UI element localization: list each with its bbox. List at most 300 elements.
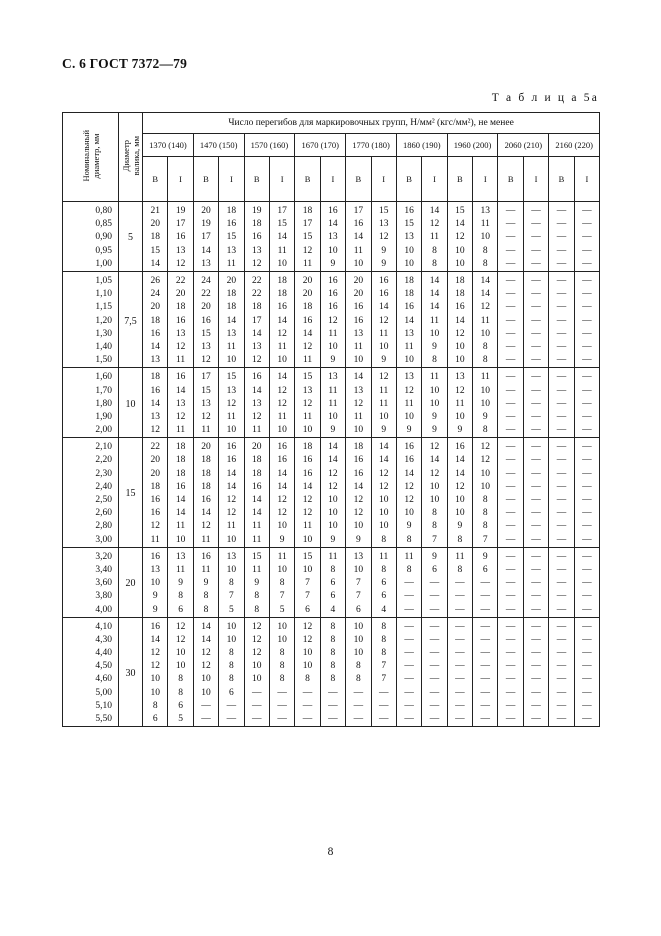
bend-count-cell: 16 [244, 231, 269, 244]
bend-count-cell: 8 [143, 700, 168, 713]
bend-count-cell: 8 [447, 564, 472, 577]
bend-count-cell: 12 [193, 354, 218, 368]
bend-count-cell: 16 [168, 481, 193, 494]
bend-count-cell: 13 [346, 547, 371, 564]
bend-count-cell: 13 [219, 547, 244, 564]
bend-count-cell: — [473, 590, 498, 603]
bend-count-cell: 10 [447, 245, 472, 258]
bend-count-cell: — [574, 713, 600, 727]
bend-count-cell: — [447, 590, 472, 603]
bend-count-cell: 18 [244, 218, 269, 231]
bend-count-cell: — [523, 617, 548, 634]
bend-count-cell: — [523, 507, 548, 520]
bend-count-cell: — [549, 700, 574, 713]
bend-count-cell: 8 [346, 660, 371, 673]
bend-count-cell: — [498, 687, 523, 700]
bend-count-cell: 14 [320, 454, 345, 467]
nominal-diameter-cell: 2,20 [63, 454, 119, 467]
bend-count-cell: 12 [219, 494, 244, 507]
bend-count-cell: 15 [269, 218, 294, 231]
bend-count-cell: 20 [295, 271, 320, 288]
bend-count-cell: 16 [320, 202, 345, 219]
bend-count-cell: 13 [396, 231, 421, 244]
bend-count-cell: — [422, 603, 447, 617]
table-row [63, 494, 600, 507]
bend-count-cell: 10 [168, 534, 193, 548]
bend-count-cell: 6 [371, 590, 396, 603]
bend-count-cell: 10 [193, 687, 218, 700]
bend-count-cell: — [574, 231, 600, 244]
bend-count-cell: 5 [219, 603, 244, 617]
bend-count-cell: — [523, 245, 548, 258]
bend-count-cell: 14 [269, 231, 294, 244]
bend-count-cell: 12 [371, 231, 396, 244]
bend-count-cell: — [523, 564, 548, 577]
bend-count-cell: 9 [346, 534, 371, 548]
bend-count-cell: 5 [168, 713, 193, 727]
bend-count-cell: — [447, 687, 472, 700]
bend-count-cell: — [422, 660, 447, 673]
bend-count-cell: 26 [143, 271, 168, 288]
bend-count-cell: 12 [295, 617, 320, 634]
bend-count-cell: 17 [269, 202, 294, 219]
bend-count-cell: 11 [143, 534, 168, 548]
bend-count-cell: 16 [320, 301, 345, 314]
bend-count-cell: 14 [346, 368, 371, 385]
bend-count-cell: 11 [269, 341, 294, 354]
bend-count-cell: 16 [269, 454, 294, 467]
bend-count-cell: 11 [473, 315, 498, 328]
bend-count-cell: — [447, 617, 472, 634]
bend-count-cell: — [574, 341, 600, 354]
bend-count-cell: 11 [396, 341, 421, 354]
bend-count-cell: 8 [320, 564, 345, 577]
bend-count-cell: — [523, 231, 548, 244]
table-row [63, 507, 600, 520]
bend-count-cell: 13 [219, 245, 244, 258]
bend-count-cell: — [574, 564, 600, 577]
bend-count-cell: 8 [244, 590, 269, 603]
bend-count-cell: 19 [193, 218, 218, 231]
bend-count-cell: 11 [244, 564, 269, 577]
table-body [63, 202, 600, 727]
bend-count-cell: 16 [143, 507, 168, 520]
bend-count-cell: — [244, 713, 269, 727]
nominal-diameter-cell: 2,10 [63, 438, 119, 455]
bend-count-cell: — [574, 590, 600, 603]
bend-count-cell: 11 [269, 547, 294, 564]
bend-count-cell: 11 [346, 411, 371, 424]
bend-count-cell: 8 [168, 590, 193, 603]
bend-count-cell: 20 [244, 438, 269, 455]
bend-count-cell: 20 [143, 454, 168, 467]
bend-count-cell: 14 [371, 454, 396, 467]
bend-count-cell: 8 [168, 673, 193, 686]
bend-count-cell: 11 [422, 231, 447, 244]
table-caption: Т а б л и ц а 5а [491, 92, 599, 104]
bend-count-cell: — [574, 687, 600, 700]
bend-count-cell: — [473, 673, 498, 686]
bend-count-cell: 18 [219, 288, 244, 301]
bend-count-cell: — [574, 411, 600, 424]
bend-count-cell: 12 [346, 507, 371, 520]
table-row [63, 271, 600, 288]
bend-count-cell: 11 [269, 245, 294, 258]
bend-count-cell: — [574, 634, 600, 647]
bend-count-cell: 10 [346, 647, 371, 660]
bend-count-cell: — [422, 634, 447, 647]
bend-count-cell: — [346, 687, 371, 700]
bend-count-cell: 8 [320, 673, 345, 686]
bend-count-cell: 11 [193, 534, 218, 548]
bend-count-cell: 12 [447, 328, 472, 341]
bend-count-cell: 14 [371, 438, 396, 455]
bend-count-cell: 14 [422, 301, 447, 314]
bend-count-cell: 10 [371, 341, 396, 354]
bend-count-cell: 12 [269, 494, 294, 507]
bend-count-cell: 18 [396, 288, 421, 301]
bend-count-cell: 9 [422, 424, 447, 438]
bend-count-cell: 12 [473, 438, 498, 455]
bend-count-cell: — [523, 577, 548, 590]
bend-count-cell: — [193, 713, 218, 727]
bend-count-cell: 15 [193, 328, 218, 341]
nominal-diameter-cell: 3,00 [63, 534, 119, 548]
bend-count-cell: — [269, 700, 294, 713]
page-header: С. 6 ГОСТ 7372—79 [62, 56, 188, 71]
bend-count-cell: 12 [219, 398, 244, 411]
bend-count-cell: 12 [269, 507, 294, 520]
bend-count-cell: 10 [168, 647, 193, 660]
bend-count-cell: 10 [269, 564, 294, 577]
bend-count-cell: — [320, 713, 345, 727]
bend-count-cell: 16 [371, 271, 396, 288]
bend-count-cell: 12 [396, 481, 421, 494]
bend-count-cell: 12 [269, 328, 294, 341]
bend-count-cell: — [549, 424, 574, 438]
bend-count-cell: — [574, 354, 600, 368]
bend-count-cell: 14 [422, 288, 447, 301]
bend-count-cell: 11 [320, 398, 345, 411]
bend-count-cell: — [295, 687, 320, 700]
bend-count-cell: — [549, 231, 574, 244]
bend-count-cell: 17 [193, 231, 218, 244]
bend-count-cell: 12 [447, 384, 472, 397]
bend-count-cell: 9 [396, 424, 421, 438]
bend-count-cell: 8 [269, 647, 294, 660]
bend-count-cell: — [523, 494, 548, 507]
bend-count-cell: — [523, 271, 548, 288]
bend-count-cell: 13 [193, 258, 218, 272]
bend-count-cell: 9 [371, 258, 396, 272]
bend-count-cell: — [219, 700, 244, 713]
table-row [63, 547, 600, 564]
table-row [63, 341, 600, 354]
bend-count-cell: — [574, 468, 600, 481]
bend-count-cell: 10 [346, 617, 371, 634]
sub-header: В [396, 157, 421, 202]
bend-count-cell: 12 [168, 341, 193, 354]
bend-count-cell: 9 [371, 354, 396, 368]
bend-count-cell: 11 [422, 315, 447, 328]
bend-count-cell: — [549, 245, 574, 258]
table-row [63, 411, 600, 424]
groups-title: Число перегибов для маркировочных групп, Н/мм² (кгс/мм²), не менее [143, 113, 600, 134]
group-header: 1860 (190) [396, 134, 447, 157]
bend-count-cell: 24 [143, 288, 168, 301]
bend-count-cell: — [422, 673, 447, 686]
bend-count-cell: — [498, 634, 523, 647]
bend-count-cell: 14 [193, 507, 218, 520]
nominal-diameter-cell: 1,70 [63, 384, 119, 397]
bend-count-cell: 18 [269, 288, 294, 301]
bend-count-cell: 8 [371, 564, 396, 577]
bend-count-cell: 13 [447, 368, 472, 385]
bend-count-cell: — [549, 354, 574, 368]
bend-count-cell: 12 [193, 411, 218, 424]
bend-count-cell: 13 [168, 547, 193, 564]
table-row [63, 398, 600, 411]
bend-count-cell: 12 [295, 341, 320, 354]
bend-count-cell: 11 [244, 424, 269, 438]
sub-header: В [549, 157, 574, 202]
bend-count-cell: 8 [447, 534, 472, 548]
bend-count-cell: 22 [244, 288, 269, 301]
bend-count-cell: — [320, 687, 345, 700]
table-row [63, 245, 600, 258]
bend-count-cell: 9 [168, 577, 193, 590]
bend-count-cell: 8 [473, 507, 498, 520]
bend-count-cell: — [244, 700, 269, 713]
bend-count-cell: — [549, 258, 574, 272]
bend-count-cell: — [498, 271, 523, 288]
bend-count-cell: 8 [422, 258, 447, 272]
bend-count-cell: — [549, 301, 574, 314]
nominal-diameter-cell: 4,10 [63, 617, 119, 634]
table-row [63, 288, 600, 301]
bend-count-cell: 15 [396, 218, 421, 231]
bend-count-cell: 15 [295, 231, 320, 244]
bend-count-table [62, 112, 600, 727]
bend-count-cell: — [396, 647, 421, 660]
bend-count-cell: 6 [422, 564, 447, 577]
bend-count-cell: — [498, 438, 523, 455]
bend-count-cell: 20 [168, 288, 193, 301]
bend-count-cell: 18 [168, 301, 193, 314]
bend-count-cell: 13 [473, 202, 498, 219]
bend-count-cell: — [498, 660, 523, 673]
sub-header: I [320, 157, 345, 202]
bend-count-cell: 12 [244, 411, 269, 424]
bend-count-cell: — [269, 713, 294, 727]
bend-count-cell: — [473, 647, 498, 660]
bend-count-cell: 16 [269, 301, 294, 314]
bend-count-cell: 13 [193, 398, 218, 411]
bend-count-cell: 11 [244, 534, 269, 548]
bend-count-cell: — [498, 218, 523, 231]
bend-count-cell: — [523, 438, 548, 455]
bend-count-cell: 13 [396, 368, 421, 385]
bend-count-cell: 7 [269, 590, 294, 603]
bend-count-cell: 16 [346, 454, 371, 467]
bend-count-cell: 14 [447, 454, 472, 467]
nominal-diameter-cell: 1,05 [63, 271, 119, 288]
bend-count-cell: 13 [320, 231, 345, 244]
bend-count-cell: 11 [346, 245, 371, 258]
table-row [63, 218, 600, 231]
bend-count-cell: — [396, 700, 421, 713]
bend-count-cell: 9 [422, 411, 447, 424]
bend-count-cell: — [498, 341, 523, 354]
bend-count-cell: 18 [168, 468, 193, 481]
bend-count-cell: 12 [168, 617, 193, 634]
bend-count-cell: 10 [320, 245, 345, 258]
bend-count-cell: 10 [346, 520, 371, 533]
bend-count-cell: 12 [143, 660, 168, 673]
bend-count-cell: 10 [269, 634, 294, 647]
bend-count-cell: 12 [422, 468, 447, 481]
bend-count-cell: 12 [473, 301, 498, 314]
bend-count-cell: 14 [143, 398, 168, 411]
bend-count-cell: 21 [143, 202, 168, 219]
bend-count-cell: 13 [320, 368, 345, 385]
bend-count-cell: — [549, 520, 574, 533]
bend-count-cell: 19 [168, 202, 193, 219]
bend-count-cell: 14 [422, 271, 447, 288]
bend-count-cell: 16 [168, 368, 193, 385]
col-wire-diameter-header: Диаметр валика, мм [119, 113, 143, 202]
bend-count-cell: 14 [396, 315, 421, 328]
bend-count-cell: 10 [219, 534, 244, 548]
bend-count-cell: 16 [346, 218, 371, 231]
bend-count-cell: 19 [244, 202, 269, 219]
bend-count-cell: 9 [143, 590, 168, 603]
bend-count-cell: 10 [396, 507, 421, 520]
bend-count-cell: 18 [447, 271, 472, 288]
bend-count-cell: — [422, 577, 447, 590]
bend-count-cell: 8 [295, 673, 320, 686]
bend-count-cell: 9 [473, 547, 498, 564]
bend-count-cell: — [447, 634, 472, 647]
bend-count-cell: 12 [168, 258, 193, 272]
bend-count-cell: — [498, 494, 523, 507]
bend-count-cell: 16 [346, 315, 371, 328]
bend-count-cell: — [473, 603, 498, 617]
bend-count-cell: — [523, 398, 548, 411]
bend-count-cell: — [447, 700, 472, 713]
table-row [63, 315, 600, 328]
bend-count-cell: 18 [168, 438, 193, 455]
bend-count-cell: 14 [422, 202, 447, 219]
bend-count-cell: — [574, 398, 600, 411]
bend-count-cell: — [549, 713, 574, 727]
bend-count-cell: 20 [193, 301, 218, 314]
bend-count-cell: 16 [447, 438, 472, 455]
bend-count-cell: — [523, 341, 548, 354]
bend-count-cell: 22 [244, 271, 269, 288]
bend-count-cell: — [447, 673, 472, 686]
bend-count-cell: 18 [143, 315, 168, 328]
bend-count-cell: — [498, 301, 523, 314]
bend-count-cell: 13 [219, 328, 244, 341]
table-row [63, 231, 600, 244]
bend-count-cell: 9 [447, 424, 472, 438]
bend-count-cell: 20 [346, 288, 371, 301]
table-row [63, 328, 600, 341]
nominal-diameter-cell: 3,20 [63, 547, 119, 564]
bend-count-cell: — [498, 564, 523, 577]
bend-count-cell: 14 [143, 258, 168, 272]
bend-count-cell: 18 [193, 454, 218, 467]
bend-count-cell: 11 [168, 354, 193, 368]
bend-count-cell: — [447, 603, 472, 617]
bend-count-cell: 14 [193, 617, 218, 634]
bend-count-cell: 14 [269, 481, 294, 494]
bend-count-cell: 13 [371, 218, 396, 231]
bend-count-cell: 10 [396, 411, 421, 424]
bend-count-cell: 9 [269, 534, 294, 548]
bend-count-cell: 18 [346, 438, 371, 455]
bend-count-cell: — [498, 534, 523, 548]
table-row [63, 454, 600, 467]
sub-header: I [168, 157, 193, 202]
bend-count-cell: 10 [422, 494, 447, 507]
bend-count-cell: 10 [193, 673, 218, 686]
bend-count-cell: 7 [295, 590, 320, 603]
bend-count-cell: 11 [371, 398, 396, 411]
bend-count-cell: — [498, 520, 523, 533]
nominal-diameter-cell: 1,80 [63, 398, 119, 411]
bend-count-cell: — [498, 258, 523, 272]
bend-count-cell: 11 [168, 424, 193, 438]
group-header: 2160 (220) [549, 134, 600, 157]
bend-count-cell: 14 [269, 468, 294, 481]
bend-count-cell: — [523, 673, 548, 686]
bend-count-cell: 9 [320, 258, 345, 272]
bend-count-cell: 13 [168, 398, 193, 411]
bend-count-cell: 13 [244, 245, 269, 258]
nominal-diameter-cell: 0,80 [63, 202, 119, 219]
bend-count-cell: — [549, 368, 574, 385]
bend-count-cell: 13 [168, 245, 193, 258]
bend-count-cell: 8 [473, 341, 498, 354]
bend-count-cell: 10 [396, 354, 421, 368]
bend-count-cell: 13 [143, 411, 168, 424]
bend-count-cell: — [523, 660, 548, 673]
bend-count-cell: — [422, 713, 447, 727]
bend-count-cell: 16 [396, 301, 421, 314]
bend-count-cell: — [396, 590, 421, 603]
bend-count-cell: — [498, 617, 523, 634]
bend-count-cell: 8 [320, 634, 345, 647]
bend-count-cell: 14 [168, 384, 193, 397]
bend-count-cell: 8 [320, 647, 345, 660]
bend-count-cell: 10 [346, 354, 371, 368]
bend-count-cell: 10 [320, 520, 345, 533]
bend-count-cell: 9 [447, 520, 472, 533]
bend-count-cell: 16 [219, 218, 244, 231]
col-nominal-diameter-header: Номинальный диаметр, мм [63, 113, 119, 202]
bend-count-cell: — [523, 411, 548, 424]
bend-count-cell: 14 [168, 494, 193, 507]
bend-count-cell: 14 [269, 315, 294, 328]
nominal-diameter-cell: 2,00 [63, 424, 119, 438]
bend-count-cell: — [549, 454, 574, 467]
bend-count-cell: 14 [244, 384, 269, 397]
bend-count-cell: 24 [193, 271, 218, 288]
bend-count-cell: — [523, 590, 548, 603]
bend-count-cell: — [498, 647, 523, 660]
